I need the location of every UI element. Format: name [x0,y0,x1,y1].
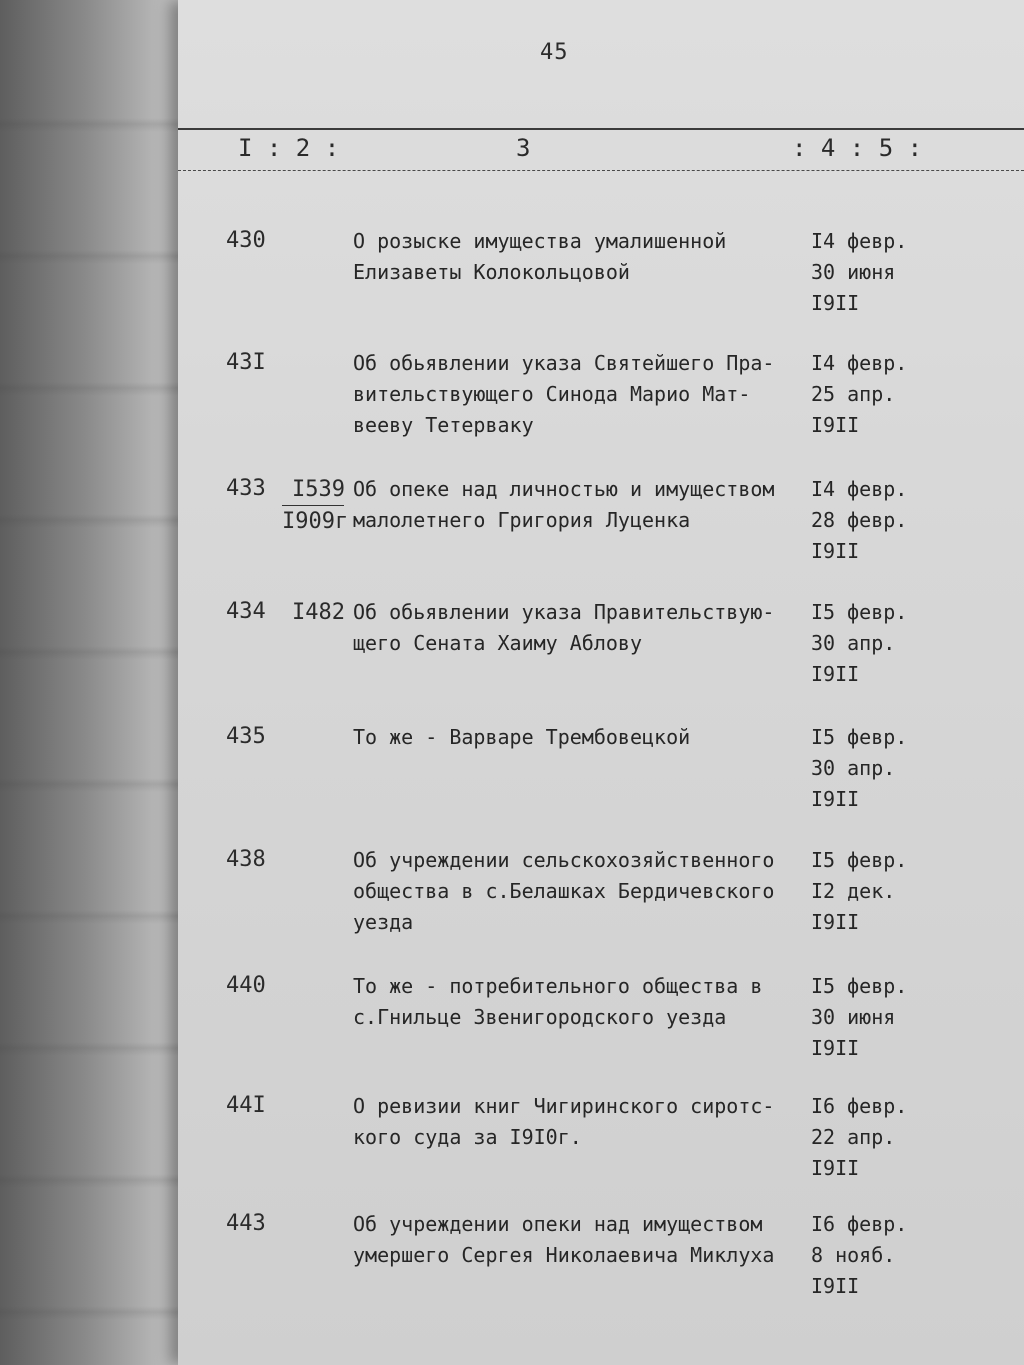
entry-title [353,474,809,536]
entry-dates [811,1091,931,1184]
entry-dates [811,845,931,938]
document-page [178,0,1024,1365]
column-header-4-5: : 4 : 5 : [792,134,923,162]
entry-date-start: I4 февр. [811,477,908,501]
entry-date-end: 22 апр. [811,1125,896,1149]
entry-title [353,845,809,938]
entry-title-line: с.Гнильце Звенигородского уезда [353,1005,727,1029]
page-number: 45 [540,40,569,65]
entry-title [353,226,809,288]
entry-title-line: уезда [353,910,414,934]
entry-title-line: То же - Варваре Трембовецкой [353,725,691,749]
entry-dates [811,474,931,567]
entry-year: I9II [811,910,860,934]
entry-number: 435 [226,724,266,749]
entry-year: I9II [811,291,860,315]
reference-year: I909г [282,509,349,534]
entry-date-start: I5 февр. [811,725,908,749]
entry-title-line: Об учреждении сельскохозяйственного [353,848,775,872]
entry-date-end: 25 апр. [811,382,896,406]
entry-title-line: кого суда за I9I0г. [353,1125,582,1149]
entry-number: 44I [226,1093,266,1118]
entry-title-line: умершего Сергея Николаевича Миклуха [353,1243,775,1267]
entry-number: 430 [226,228,266,253]
entry-date-start: I5 февр. [811,974,908,998]
entry-title [353,597,809,659]
entry-reference [282,474,358,537]
entry-year: I9II [811,1036,860,1060]
entry-year: I9II [811,1274,860,1298]
entry-dates [811,1209,931,1302]
reference-number: I539 [282,474,344,506]
entry-number: 434 [226,599,266,624]
entry-date-start: I6 февр. [811,1212,908,1236]
entry-title-line: О ревизии книг Чигиринского сиротс- [353,1094,775,1118]
entry-reference [282,597,358,628]
entry-title-line: общества в с.Белашках Бердичевского [353,879,775,903]
entry-title [353,1209,809,1271]
entry-year: I9II [811,539,860,563]
column-header-3: 3 [516,134,531,162]
entry-title-line: Об обьявлении указа Святейшего Пра- [353,351,775,375]
entry-date-start: I4 февр. [811,351,908,375]
entry-title [353,348,809,441]
entry-year: I9II [811,1156,860,1180]
entry-title [353,722,809,753]
entry-number: 438 [226,847,266,872]
entry-date-start: I5 февр. [811,600,908,624]
entry-year: I9II [811,413,860,437]
entry-title-line: вительствующего Синода Марио Мат- [353,382,751,406]
entry-date-end: 8 нояб. [811,1243,896,1267]
entry-date-end: 30 апр. [811,631,896,655]
entry-date-start: I6 февр. [811,1094,908,1118]
facing-page-ghost [0,0,190,1365]
entry-number: 43I [226,350,266,375]
entry-title [353,971,809,1033]
reference-number: I482 [292,600,345,625]
header-rule-top [178,128,1024,130]
entry-dates [811,722,931,815]
entry-date-start: I5 февр. [811,848,908,872]
entry-date-end: 30 июня [811,1005,896,1029]
entry-title-line: Об опеке над личностью и имуществом [353,477,775,501]
entry-year: I9II [811,662,860,686]
column-header-1-2: I : 2 : [238,134,340,162]
entry-year: I9II [811,787,860,811]
entry-title-line: Елизаветы Колокольцовой [353,260,630,284]
entry-date-end: I2 дек. [811,879,896,903]
entry-number: 433 [226,476,266,501]
entry-title-line: вееву Тетерваку [353,413,534,437]
entry-title-line: О розыске имущества умалишенной [353,229,727,253]
entry-title-line: малолетнего Григория Луценка [353,508,691,532]
entry-title [353,1091,809,1153]
entry-dates [811,226,931,319]
entry-number: 440 [226,973,266,998]
entry-dates [811,348,931,441]
entry-title-line: То же - потребительного общества в [353,974,763,998]
entry-dates [811,971,931,1064]
header-rule-bottom [178,170,1024,171]
entry-number: 443 [226,1211,266,1236]
entry-title-line: Об обьявлении указа Правительствую- [353,600,775,624]
entry-date-end: 28 февр. [811,508,908,532]
entry-date-start: I4 февр. [811,229,908,253]
entry-dates [811,597,931,690]
entry-title-line: Об учреждении опеки над имуществом [353,1212,763,1236]
entry-date-end: 30 апр. [811,756,896,780]
entry-date-end: 30 июня [811,260,896,284]
entry-title-line: щего Сената Хаиму Аблову [353,631,642,655]
